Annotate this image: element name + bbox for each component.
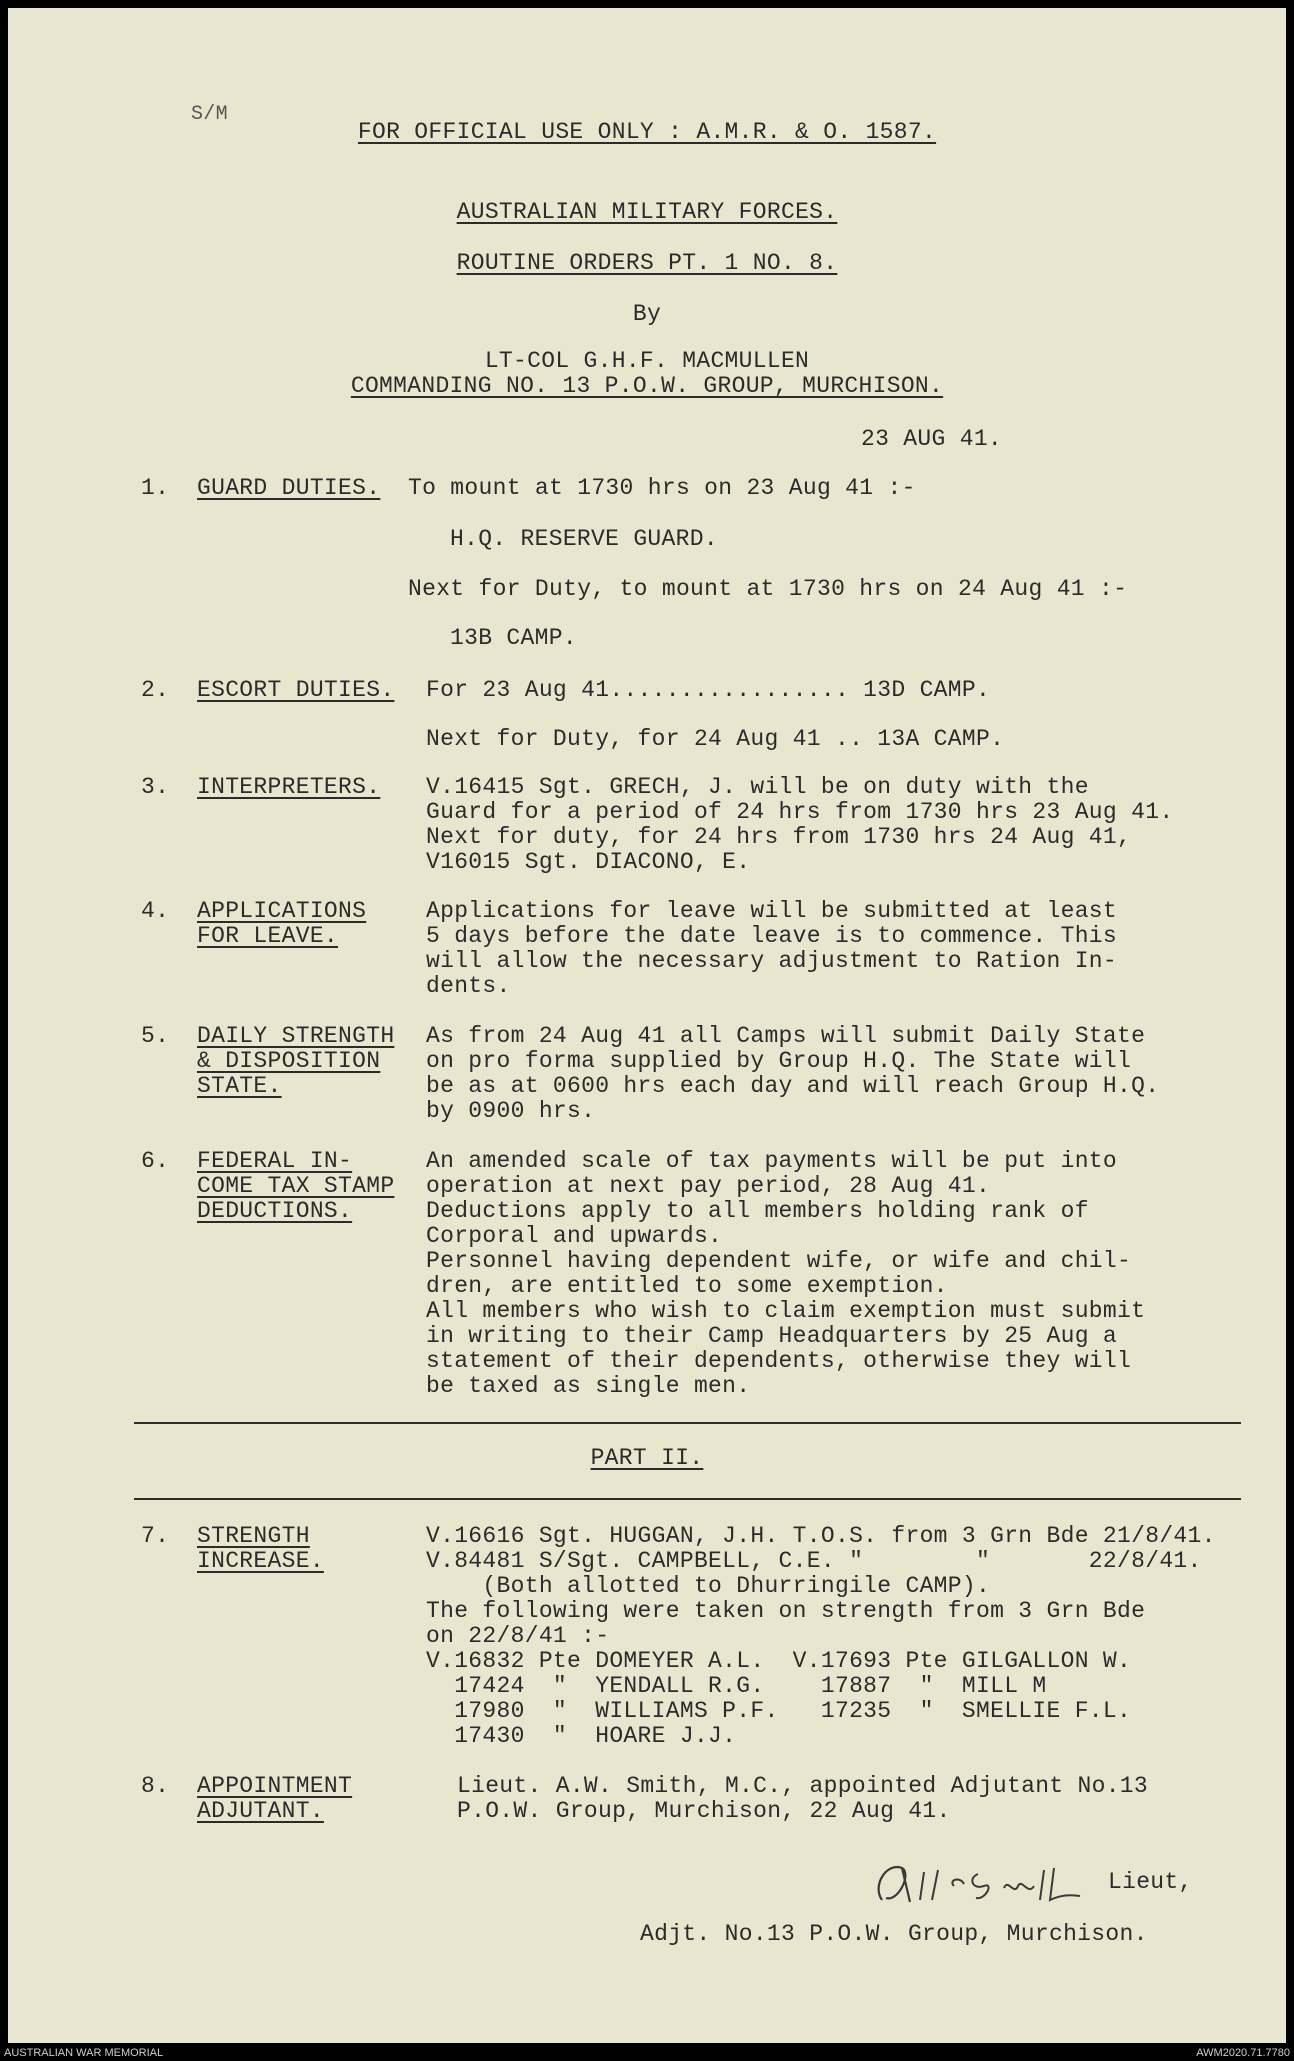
item-heading: GUARD DUTIES.	[197, 475, 381, 501]
item-heading: INCREASE.	[197, 1548, 324, 1574]
item-heading: INTERPRETERS.	[197, 774, 381, 800]
item-text-line: on pro forma supplied by Group H.Q. The State will	[426, 1048, 1132, 1074]
item-text-line: P.O.W. Group, Murchison, 22 Aug 41.	[457, 1798, 951, 1824]
part-two-title: PART II.	[590, 1445, 704, 1471]
item-heading: APPOINTMENT	[197, 1773, 353, 1799]
item-heading: DEDUCTIONS.	[197, 1198, 353, 1224]
item-text-line: 17430 " HOARE J.J.	[426, 1723, 737, 1749]
footer-archive-name: AUSTRALIAN WAR MEMORIAL	[4, 2047, 164, 2059]
item-heading: STATE.	[197, 1073, 282, 1099]
item-text-line: by 0900 hrs.	[426, 1098, 596, 1124]
item-number: 8.	[141, 1773, 170, 1799]
item-number: 3.	[141, 774, 170, 800]
by-line: By	[632, 301, 662, 327]
item-text-line: Next for duty, for 24 hrs from 1730 hrs 24 Aug 41,	[426, 824, 1132, 850]
item-number: 1.	[141, 475, 170, 501]
item-text-line: Applications for leave will be submitted at least	[426, 898, 1118, 924]
item-heading: COME TAX STAMP	[197, 1173, 395, 1199]
classification-heading: FOR OFFICIAL USE ONLY : A.M.R. & O. 1587.	[357, 119, 937, 145]
item-number: 4.	[141, 898, 170, 924]
item-text-line: operation at next pay period, 28 Aug 41.	[426, 1173, 991, 1199]
item-text-line: 13B CAMP.	[450, 625, 577, 651]
handwritten-signature	[868, 1856, 1108, 1912]
item-text-line: Next for Duty, for 24 Aug 41 .. 13A CAMP.	[426, 726, 1005, 752]
item-text-line: V.16415 Sgt. GRECH, J. will be on duty with the	[426, 774, 1089, 800]
item-text-line: Guard for a period of 24 hrs from 1730 hrs 23 Aug 41.	[426, 799, 1174, 825]
corner-mark: S/M	[191, 103, 228, 126]
item-text-line: statement of their dependents, otherwise they will	[426, 1348, 1132, 1374]
item-text-line: in writing to their Camp Headquarters by 25 Aug a	[426, 1323, 1118, 1349]
item-heading: FEDERAL IN-	[197, 1148, 353, 1174]
item-text-line: V.16832 Pte DOMEYER A.L. V.17693 Pte GILGALLON W.	[426, 1648, 1132, 1674]
signature-title: Adjt. No.13 P.O.W. Group, Murchison.	[640, 1921, 1148, 1947]
document-page	[8, 8, 1286, 2043]
item-text-line: V.84481 S/Sgt. CAMPBELL, C.E. " " 22/8/41.	[426, 1548, 1202, 1574]
item-text-line: As from 24 Aug 41 all Camps will submit Daily State	[426, 1023, 1146, 1049]
item-text-line: Lieut. A.W. Smith, M.C., appointed Adjutant No.13	[457, 1773, 1149, 1799]
item-text-line: The following were taken on strength from 3 Grn Bde	[426, 1598, 1146, 1624]
item-number: 7.	[141, 1523, 170, 1549]
item-text-line: Next for Duty, to mount at 1730 hrs on 24 Aug 41 :-	[408, 576, 1128, 602]
section-divider	[134, 1498, 1241, 1500]
item-text-line: To mount at 1730 hrs on 23 Aug 41 :-	[408, 475, 916, 501]
item-text-line: Deductions apply to all members holding rank of	[426, 1198, 1089, 1224]
item-heading: APPLICATIONS	[197, 898, 367, 924]
item-text-line: dents.	[426, 973, 511, 999]
item-text-line: 17424 " YENDALL R.G. 17887 " MILL M	[426, 1673, 1047, 1699]
item-text-line: 17980 " WILLIAMS P.F. 17235 " SMELLIE F.L.	[426, 1698, 1132, 1724]
item-text-line: Corporal and upwards.	[426, 1223, 723, 1249]
commander-role: COMMANDING NO. 13 P.O.W. GROUP, MURCHISON.	[350, 373, 944, 399]
item-heading: FOR LEAVE.	[197, 923, 339, 949]
item-text-line: on 22/8/41 :-	[426, 1623, 610, 1649]
item-text-line: (Both allotted to Dhurringile CAMP).	[426, 1573, 991, 1599]
item-number: 5.	[141, 1023, 170, 1049]
order-date: 23 AUG 41.	[861, 426, 1003, 452]
document-title: AUSTRALIAN MILITARY FORCES.	[456, 199, 838, 225]
item-number: 2.	[141, 677, 170, 703]
item-text-line: 5 days before the date leave is to commence. This	[426, 923, 1118, 949]
item-text-line: V.16616 Sgt. HUGGAN, J.H. T.O.S. from 3 Grn Bde 21/8/41.	[426, 1523, 1216, 1549]
item-heading: ADJUTANT.	[197, 1798, 324, 1824]
item-text-line: be taxed as single men.	[426, 1373, 751, 1399]
document-subtitle: ROUTINE ORDERS PT. 1 NO. 8.	[456, 250, 838, 276]
item-heading: STRENGTH	[197, 1523, 310, 1549]
section-divider	[134, 1422, 1241, 1424]
commander-name: LT-COL G.H.F. MACMULLEN	[484, 348, 810, 374]
item-text-line: An amended scale of tax payments will be put into	[426, 1148, 1118, 1174]
item-text-line: dren, are entitled to some exemption.	[426, 1273, 948, 1299]
item-heading: & DISPOSITION	[197, 1048, 381, 1074]
item-text-line: Personnel having dependent wife, or wife and chil-	[426, 1248, 1132, 1274]
item-heading: DAILY STRENGTH	[197, 1023, 395, 1049]
item-text-line: H.Q. RESERVE GUARD.	[450, 526, 718, 552]
item-text-line: For 23 Aug 41................. 13D CAMP.	[426, 677, 991, 703]
item-text-line: will allow the necessary adjustment to Ration In-	[426, 948, 1118, 974]
item-text-line: All members who wish to claim exemption must submit	[426, 1298, 1146, 1324]
item-number: 6.	[141, 1148, 170, 1174]
footer-accession-number: AWM2020.71.7780	[1196, 2047, 1290, 2059]
item-text-line: be as at 0600 hrs each day and will reach Group H.Q.	[426, 1073, 1160, 1099]
item-text-line: V16015 Sgt. DIACONO, E.	[426, 849, 751, 875]
signature-rank: Lieut,	[1108, 1869, 1193, 1895]
item-heading: ESCORT DUTIES.	[197, 677, 395, 703]
